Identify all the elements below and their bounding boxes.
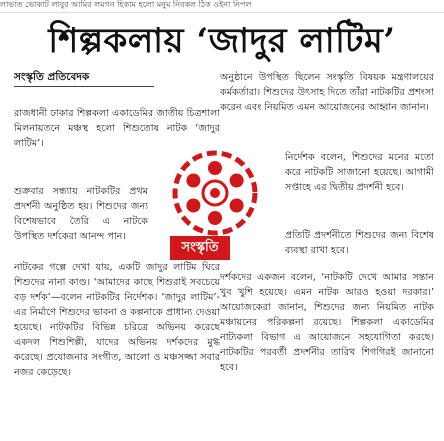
paragraph: নির্দেশক বলেন, শিশুদের মনের মতো করে নাটকটি সাজানো হয়েছে। আগামী সপ্তাহে এর দ্বিতীয় প্রদর্শনী হবে। (285, 152, 434, 193)
byline-rule (14, 86, 154, 87)
section-tag: সংস্কৃতি (170, 236, 230, 260)
culture-emblem-icon (152, 150, 278, 236)
paragraph: রাজধানী ঢাকার শিল্পকলা একাডেমির জাতীয় চিত্রশালা মিলনায়তনে মঞ্চস্থ হলো শিশুতোষ নাটক ‘জাদুর লাটিম’। (14, 108, 220, 149)
article-column-2-bottom (220, 270, 434, 440)
paragraph: শুক্রবার সন্ধ্যায় নাটকটির প্রথম প্রদর্শনী অনুষ্ঠিত হয়। শিশুদের জন্য বিশেষভাবে তৈরি এ নাটকে উপস্থিত দর্শকেরা আনন্দ পান। (14, 186, 148, 242)
article-column-2-side (285, 228, 434, 270)
article-headline: শিল্পকলায় ‘জাদুর লাটিম’ (48, 21, 396, 61)
article-column-2-top (220, 70, 434, 150)
byline: সংস্কৃতি প্রতিবেদক (14, 71, 90, 83)
article-column-1-mid (14, 184, 148, 260)
previous-article-snippet: লাভাত ভোকাট লাবুর আমির লমগন হিকাম হলো মনুম নিবকল ঠিক ওইনা নিপল (0, 0, 444, 13)
paragraph: অনুষ্ঠানে উপস্থিত ছিলেন সংস্কৃতি বিষয়ক মন্ত্রণালয়ের কর্মকর্তারা। শিশুদের উৎসাহ দিতে তাঁরা নাটকটির প্রশংসা করেন এবং নিয়মিত এমন আয়োজনের আহ্বান জানান। (220, 72, 434, 113)
paragraph: প্রতিটি প্রদর্শনীতে শিশুদের জন্য বিশেষ ব্যবস্থা রাখা হবে। (285, 230, 434, 256)
paragraph: নাটকের গল্পে দেখা যায়, একটি জাদুর লাটিম ঘিরে শিশুদের নানা কাণ্ড। ‘আমাদের কাছে শিশুরাই সবচেয়ে বড় দর্শক’—বলেন নাটকটির নির্দেশক। ‘জাদুর লাটিম’-এর নির্মাণে শিশুদের ভাবনা ও কল্পনাকে প্রাধান্য দেওয়া হয়েছে। নাটকটির বিভিন্ন চরিত্রে অভিনয় করেছে একদল শিশুশিল্পী, যাদের অভিনয় দর্শকদের মুগ্ধ করেছে। প্রযোজনার সংগীত, আলো ও মঞ্চসজ্জা সবার নজর কেড়েছে। (14, 262, 220, 378)
paragraph: দর্শকদের একজন বলেন, ‘নাটকটি দেখে আমার সন্তান খুব খুশি হয়েছে। এমন নাটক আরও হওয়া দরকার।’ আয়োজকেরা জানান, শিশুদের জন্য নিয়মিত নাটক মঞ্চায়নের পরিকল্পনা রয়েছে। শিল্পকলা একাডেমির নাট্যকলা বিভাগ এ আয়োজনে সহযোগিতা করছে। নাটকটির পরবর্তী প্রদর্শনীর তারিখ শিগগিরই জানানো হবে। (220, 272, 434, 373)
article-column-2-mid (285, 150, 434, 228)
article-column-1-bottom (14, 260, 220, 440)
